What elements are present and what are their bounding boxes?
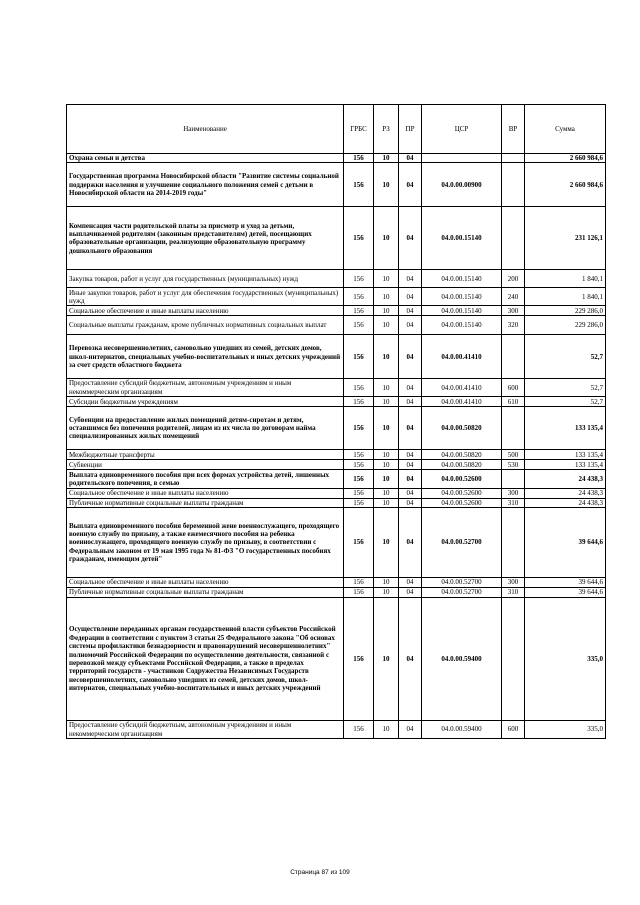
cell-pr: 04 — [399, 407, 422, 450]
cell-sum: 2 660 984,6 — [525, 154, 606, 163]
table-body — [67, 154, 606, 739]
cell-grbs: 156 — [344, 270, 374, 288]
cell-sum: 1 840,1 — [525, 270, 606, 288]
cell-grbs: 156 — [344, 288, 374, 306]
cell-name: Иные закупки товаров, работ и услуг для обеспечения государственных (муниципальных) нужд — [67, 288, 344, 306]
cell-vr — [502, 335, 525, 379]
table-row — [67, 578, 606, 588]
cell-name: Охрана семьи и детства — [67, 154, 344, 163]
cell-rz: 10 — [374, 460, 399, 470]
cell-csr: 04.0.00.52700 — [422, 588, 502, 598]
table-row — [67, 397, 606, 407]
cell-pr: 04 — [399, 335, 422, 379]
cell-rz: 10 — [374, 397, 399, 407]
cell-name: Социальное обеспечение и иные выплаты населению — [67, 578, 344, 588]
table-row — [67, 470, 606, 489]
cell-csr: 04.0.00.15140 — [422, 306, 502, 316]
cell-grbs: 156 — [344, 470, 374, 489]
cell-vr — [502, 470, 525, 489]
cell-vr: 300 — [502, 306, 525, 316]
cell-pr: 04 — [399, 397, 422, 407]
cell-csr: 04.0.00.41410 — [422, 397, 502, 407]
cell-csr: 04.0.00.52600 — [422, 498, 502, 507]
cell-rz: 10 — [374, 450, 399, 460]
cell-sum: 52,7 — [525, 397, 606, 407]
cell-sum: 231 126,1 — [525, 207, 606, 270]
table-row — [67, 450, 606, 460]
cell-vr: 310 — [502, 498, 525, 507]
cell-pr: 04 — [399, 379, 422, 397]
cell-sum: 133 135,4 — [525, 407, 606, 450]
cell-grbs: 156 — [344, 163, 374, 207]
cell-vr: 300 — [502, 489, 525, 498]
cell-vr: 240 — [502, 288, 525, 306]
cell-name: Публичные нормативные социальные выплаты гражданам — [67, 588, 344, 598]
cell-rz: 10 — [374, 306, 399, 316]
cell-grbs: 156 — [344, 721, 374, 739]
cell-rz: 10 — [374, 407, 399, 450]
cell-name: Выплата единовременного пособия беременной жене военнослужащего, проходящего военную службу по призыву, а также ежемесячного пособия на ребенка военнослужащего, проходящего военную службу по призыву, в соответствии с Федеральным законом от 19 мая 1995 года № 81-ФЗ "О государственных пособиях гражданам, имеющим детей" — [67, 508, 344, 578]
header-sum: Сумма — [525, 105, 606, 154]
header-name: Наименование — [67, 105, 344, 154]
cell-csr: 04.0.00.41410 — [422, 335, 502, 379]
cell-grbs: 156 — [344, 450, 374, 460]
table-row — [67, 154, 606, 163]
cell-name: Предоставление субсидий бюджетным, автономным учреждениям и иным некоммерческим организациям — [67, 721, 344, 739]
cell-csr: 04.0.00.15140 — [422, 270, 502, 288]
cell-vr — [502, 508, 525, 578]
cell-grbs: 156 — [344, 598, 374, 721]
cell-sum: 133 135,4 — [525, 450, 606, 460]
cell-name: Предоставление субсидий бюджетным, автономным учреждениям и иным некоммерческим организациям — [67, 379, 344, 397]
header-pr: ПР — [399, 105, 422, 154]
cell-rz: 10 — [374, 470, 399, 489]
cell-sum: 24 438,3 — [525, 470, 606, 489]
cell-name: Социальное обеспечение и иные выплаты населению — [67, 306, 344, 316]
cell-pr: 04 — [399, 721, 422, 739]
cell-name: Осуществление переданных органам государственной власти субъектов Российской Федерации в соответствии с пунктом 3 статьи 25 Федерального закона "Об основах системы профилактики безнадзорности и правонарушений несовершеннолетних" полномочий Российской Федерации по осуществлению деятельности, связанной с перевозкой между субъектами Российской Федерации, а также в пределах территорий государств - участников Содружества Независимых Государств несовершеннолетних, самовольно ушедших из семей, детских домов, школ-интернатов, специальных учебно-воспитательных и иных детских учреждений — [67, 598, 344, 721]
cell-grbs: 156 — [344, 316, 374, 335]
cell-vr — [502, 207, 525, 270]
cell-grbs: 156 — [344, 498, 374, 507]
cell-vr: 320 — [502, 316, 525, 335]
cell-csr — [422, 154, 502, 163]
cell-pr: 04 — [399, 470, 422, 489]
table-row — [67, 270, 606, 288]
cell-csr: 04.0.00.50820 — [422, 407, 502, 450]
cell-pr: 04 — [399, 489, 422, 498]
cell-pr: 04 — [399, 498, 422, 507]
cell-sum: 335,0 — [525, 721, 606, 739]
table-row — [67, 306, 606, 316]
cell-csr: 04.0.00.15140 — [422, 316, 502, 335]
cell-pr: 04 — [399, 270, 422, 288]
cell-sum: 229 286,0 — [525, 316, 606, 335]
cell-rz: 10 — [374, 598, 399, 721]
cell-rz: 10 — [374, 270, 399, 288]
table-row — [67, 588, 606, 598]
cell-pr: 04 — [399, 598, 422, 721]
cell-sum: 39 644,6 — [525, 578, 606, 588]
table-row — [67, 379, 606, 397]
cell-grbs: 156 — [344, 588, 374, 598]
cell-rz: 10 — [374, 508, 399, 578]
cell-name: Закупка товаров, работ и услуг для государственных (муниципальных) нужд — [67, 270, 344, 288]
table-row — [67, 163, 606, 207]
budget-table — [66, 104, 606, 739]
cell-sum: 335,0 — [525, 598, 606, 721]
cell-pr: 04 — [399, 588, 422, 598]
cell-pr: 04 — [399, 306, 422, 316]
cell-name: Социальные выплаты гражданам, кроме публичных нормативных социальных выплат — [67, 316, 344, 335]
cell-sum: 52,7 — [525, 379, 606, 397]
header-csr: ЦСР — [422, 105, 502, 154]
cell-csr: 04.0.00.52700 — [422, 578, 502, 588]
cell-grbs: 156 — [344, 489, 374, 498]
cell-rz: 10 — [374, 154, 399, 163]
table-row — [67, 316, 606, 335]
cell-grbs: 156 — [344, 207, 374, 270]
cell-name: Публичные нормативные социальные выплаты гражданам — [67, 498, 344, 507]
cell-rz: 10 — [374, 578, 399, 588]
table-row — [67, 407, 606, 450]
cell-rz: 10 — [374, 335, 399, 379]
table-row — [67, 335, 606, 379]
table-row — [67, 207, 606, 270]
cell-vr — [502, 598, 525, 721]
cell-vr: 310 — [502, 588, 525, 598]
table-row — [67, 460, 606, 470]
cell-rz: 10 — [374, 379, 399, 397]
table-row — [67, 288, 606, 306]
table-row — [67, 598, 606, 721]
cell-grbs: 156 — [344, 306, 374, 316]
cell-grbs: 156 — [344, 154, 374, 163]
cell-name: Субвенции на предоставление жилых помещений детям-сиротам и детям, оставшимся без попечения родителей, лицам из их числа по договорам найма специализированных жилых помещений — [67, 407, 344, 450]
cell-rz: 10 — [374, 163, 399, 207]
cell-csr: 04.0.00.59400 — [422, 721, 502, 739]
cell-pr: 04 — [399, 578, 422, 588]
cell-name: Выплата единовременного пособия при всех формах устройства детей, лишенных родительского попечения, в семью — [67, 470, 344, 489]
cell-csr: 04.0.00.15140 — [422, 207, 502, 270]
cell-vr: 200 — [502, 270, 525, 288]
cell-sum: 39 644,6 — [525, 508, 606, 578]
cell-name: Государственная программа Новосибирской области "Развитие системы социальной поддержки населения и улучшение социального положения семей с детьми в Новосибирской области на 2014-2019 годы" — [67, 163, 344, 207]
cell-grbs: 156 — [344, 407, 374, 450]
cell-sum: 229 286,0 — [525, 306, 606, 316]
cell-rz: 10 — [374, 288, 399, 306]
cell-csr: 04.0.00.00900 — [422, 163, 502, 207]
cell-vr: 500 — [502, 450, 525, 460]
cell-pr: 04 — [399, 207, 422, 270]
cell-csr: 04.0.00.52600 — [422, 470, 502, 489]
cell-name: Компенсация части родительской платы за присмотр и уход за детьми, выплачиваемой родителям (законным представителям) детей, посещающих образовательные организации, реализующие образовательную программу дошкольного образования — [67, 207, 344, 270]
cell-pr: 04 — [399, 460, 422, 470]
cell-pr: 04 — [399, 508, 422, 578]
cell-csr: 04.0.00.41410 — [422, 379, 502, 397]
cell-vr — [502, 154, 525, 163]
cell-grbs: 156 — [344, 335, 374, 379]
cell-csr: 04.0.00.52600 — [422, 489, 502, 498]
table-row — [67, 721, 606, 739]
cell-grbs: 156 — [344, 508, 374, 578]
cell-csr: 04.0.00.59400 — [422, 598, 502, 721]
table-row — [67, 498, 606, 507]
cell-vr: 600 — [502, 379, 525, 397]
cell-pr: 04 — [399, 316, 422, 335]
table-row — [67, 489, 606, 498]
cell-vr: 610 — [502, 397, 525, 407]
cell-vr — [502, 163, 525, 207]
cell-sum: 133 135,4 — [525, 460, 606, 470]
cell-sum: 2 660 984,6 — [525, 163, 606, 207]
header-rz: РЗ — [374, 105, 399, 154]
cell-sum: 39 644,6 — [525, 588, 606, 598]
cell-pr: 04 — [399, 450, 422, 460]
cell-name: Перевозка несовершеннолетних, самовольно ушедших из семей, детских домов, школ-интернатов, специальных учебно-воспитательных и иных детских учреждений за счет средств областного бюджета — [67, 335, 344, 379]
cell-csr: 04.0.00.50820 — [422, 460, 502, 470]
cell-csr: 04.0.00.50820 — [422, 450, 502, 460]
cell-sum: 52,7 — [525, 335, 606, 379]
header-vr: ВР — [502, 105, 525, 154]
cell-rz: 10 — [374, 721, 399, 739]
cell-rz: 10 — [374, 588, 399, 598]
cell-grbs: 156 — [344, 397, 374, 407]
cell-name: Субсидии бюджетным учреждениям — [67, 397, 344, 407]
cell-vr: 530 — [502, 460, 525, 470]
cell-grbs: 156 — [344, 578, 374, 588]
cell-rz: 10 — [374, 498, 399, 507]
cell-rz: 10 — [374, 489, 399, 498]
cell-grbs: 156 — [344, 379, 374, 397]
cell-name: Субвенции — [67, 460, 344, 470]
cell-vr: 600 — [502, 721, 525, 739]
page-number: Страница 87 из 109 — [290, 869, 350, 876]
cell-vr — [502, 407, 525, 450]
header-grbs: ГРБС — [344, 105, 374, 154]
cell-sum: 24 438,3 — [525, 489, 606, 498]
cell-name: Социальное обеспечение и иные выплаты населению — [67, 489, 344, 498]
cell-sum: 1 840,1 — [525, 288, 606, 306]
table-row — [67, 508, 606, 578]
cell-pr: 04 — [399, 154, 422, 163]
cell-csr: 04.0.00.15140 — [422, 288, 502, 306]
cell-grbs: 156 — [344, 460, 374, 470]
cell-pr: 04 — [399, 163, 422, 207]
table-header-row — [67, 105, 606, 154]
cell-rz: 10 — [374, 207, 399, 270]
cell-rz: 10 — [374, 316, 399, 335]
cell-pr: 04 — [399, 288, 422, 306]
cell-csr: 04.0.00.52700 — [422, 508, 502, 578]
cell-name: Межбюджетные трансферты — [67, 450, 344, 460]
cell-sum: 24 438,3 — [525, 498, 606, 507]
cell-vr: 300 — [502, 578, 525, 588]
